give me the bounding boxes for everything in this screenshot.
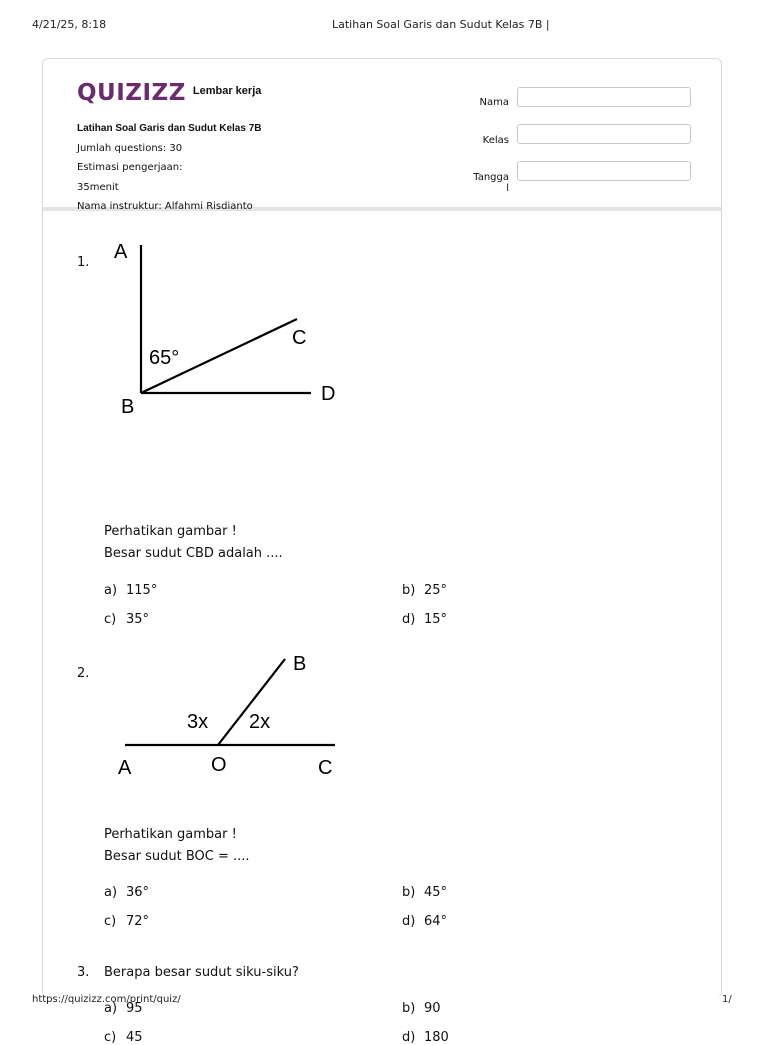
name-field[interactable] <box>517 87 691 107</box>
option-c[interactable]: c) 45 <box>104 1030 143 1045</box>
question-text <box>104 521 283 565</box>
option-b[interactable]: b) 90 <box>402 1001 441 1016</box>
point-label-c: C <box>318 757 333 779</box>
quiz-info <box>77 119 262 217</box>
instructor-name: Nama instruktur: Alfahmi Risdianto <box>77 201 253 212</box>
option-a[interactable]: a) 115° <box>104 583 158 598</box>
angle-label-3x: 3x <box>187 711 209 733</box>
question-prompt: Besar sudut BOC = .... <box>104 849 250 864</box>
class-label: Kelas <box>482 135 509 146</box>
option-d[interactable]: d) 180 <box>402 1030 449 1045</box>
quizizz-logo <box>77 79 261 107</box>
page-number: 1/ <box>722 994 732 1005</box>
point-label-a: A <box>114 241 128 263</box>
name-label: Nama <box>479 97 509 108</box>
print-date: 4/21/25, 8:18 <box>32 18 107 31</box>
point-label-o: O <box>211 754 227 776</box>
angle-label-2x: 2x <box>249 711 271 733</box>
option-d[interactable]: d) 64° <box>402 914 448 929</box>
angle-label-65: 65° <box>149 347 180 369</box>
point-label-b: B <box>121 396 135 418</box>
option-a[interactable]: a) 36° <box>104 885 150 900</box>
estimate-label: Estimasi pengerjaan: <box>77 162 183 173</box>
option-a[interactable]: a) 95 <box>104 1001 143 1016</box>
question-instruction: Perhatikan gambar ! <box>104 827 237 842</box>
option-d[interactable]: d) 15° <box>402 612 448 627</box>
estimate-value: 35menit <box>77 181 119 193</box>
date-label: Tangga l <box>473 172 509 194</box>
option-c[interactable]: c) 72° <box>104 914 150 929</box>
question-number: 3. <box>77 965 90 980</box>
question-text <box>104 824 250 868</box>
question-prompt: Besar sudut CBD adalah .... <box>104 546 283 561</box>
class-field[interactable] <box>517 124 691 144</box>
print-title: Latihan Soal Garis dan Sudut Kelas 7B | <box>332 18 550 31</box>
question-number: 1. <box>77 255 90 270</box>
worksheet-subtitle: Lembar kerja <box>192 85 262 97</box>
point-label-b: B <box>293 653 307 675</box>
worksheet-header <box>43 59 721 211</box>
option-b[interactable]: b) 25° <box>402 583 448 598</box>
question-prompt: Berapa besar sudut siku-siku? <box>104 965 299 980</box>
point-label-c: C <box>292 327 307 349</box>
question-instruction: Perhatikan gambar ! <box>104 524 237 539</box>
point-label-a: A <box>118 757 132 779</box>
print-url: https://quizizz.com/print/quiz/ <box>32 994 181 1005</box>
option-b[interactable]: b) 45° <box>402 885 448 900</box>
question-number: 2. <box>77 666 90 681</box>
questions-count: Jumlah questions: 30 <box>77 142 183 154</box>
angle-figure-1 <box>103 233 353 423</box>
date-field[interactable] <box>517 161 691 181</box>
option-c[interactable]: c) 35° <box>104 612 150 627</box>
point-label-d: D <box>321 383 336 405</box>
quiz-title: Latihan Soal Garis dan Sudut Kelas 7B <box>77 123 262 134</box>
angle-figure-2 <box>103 639 363 779</box>
brand-logo-text: QUIZIZZ <box>77 80 186 106</box>
